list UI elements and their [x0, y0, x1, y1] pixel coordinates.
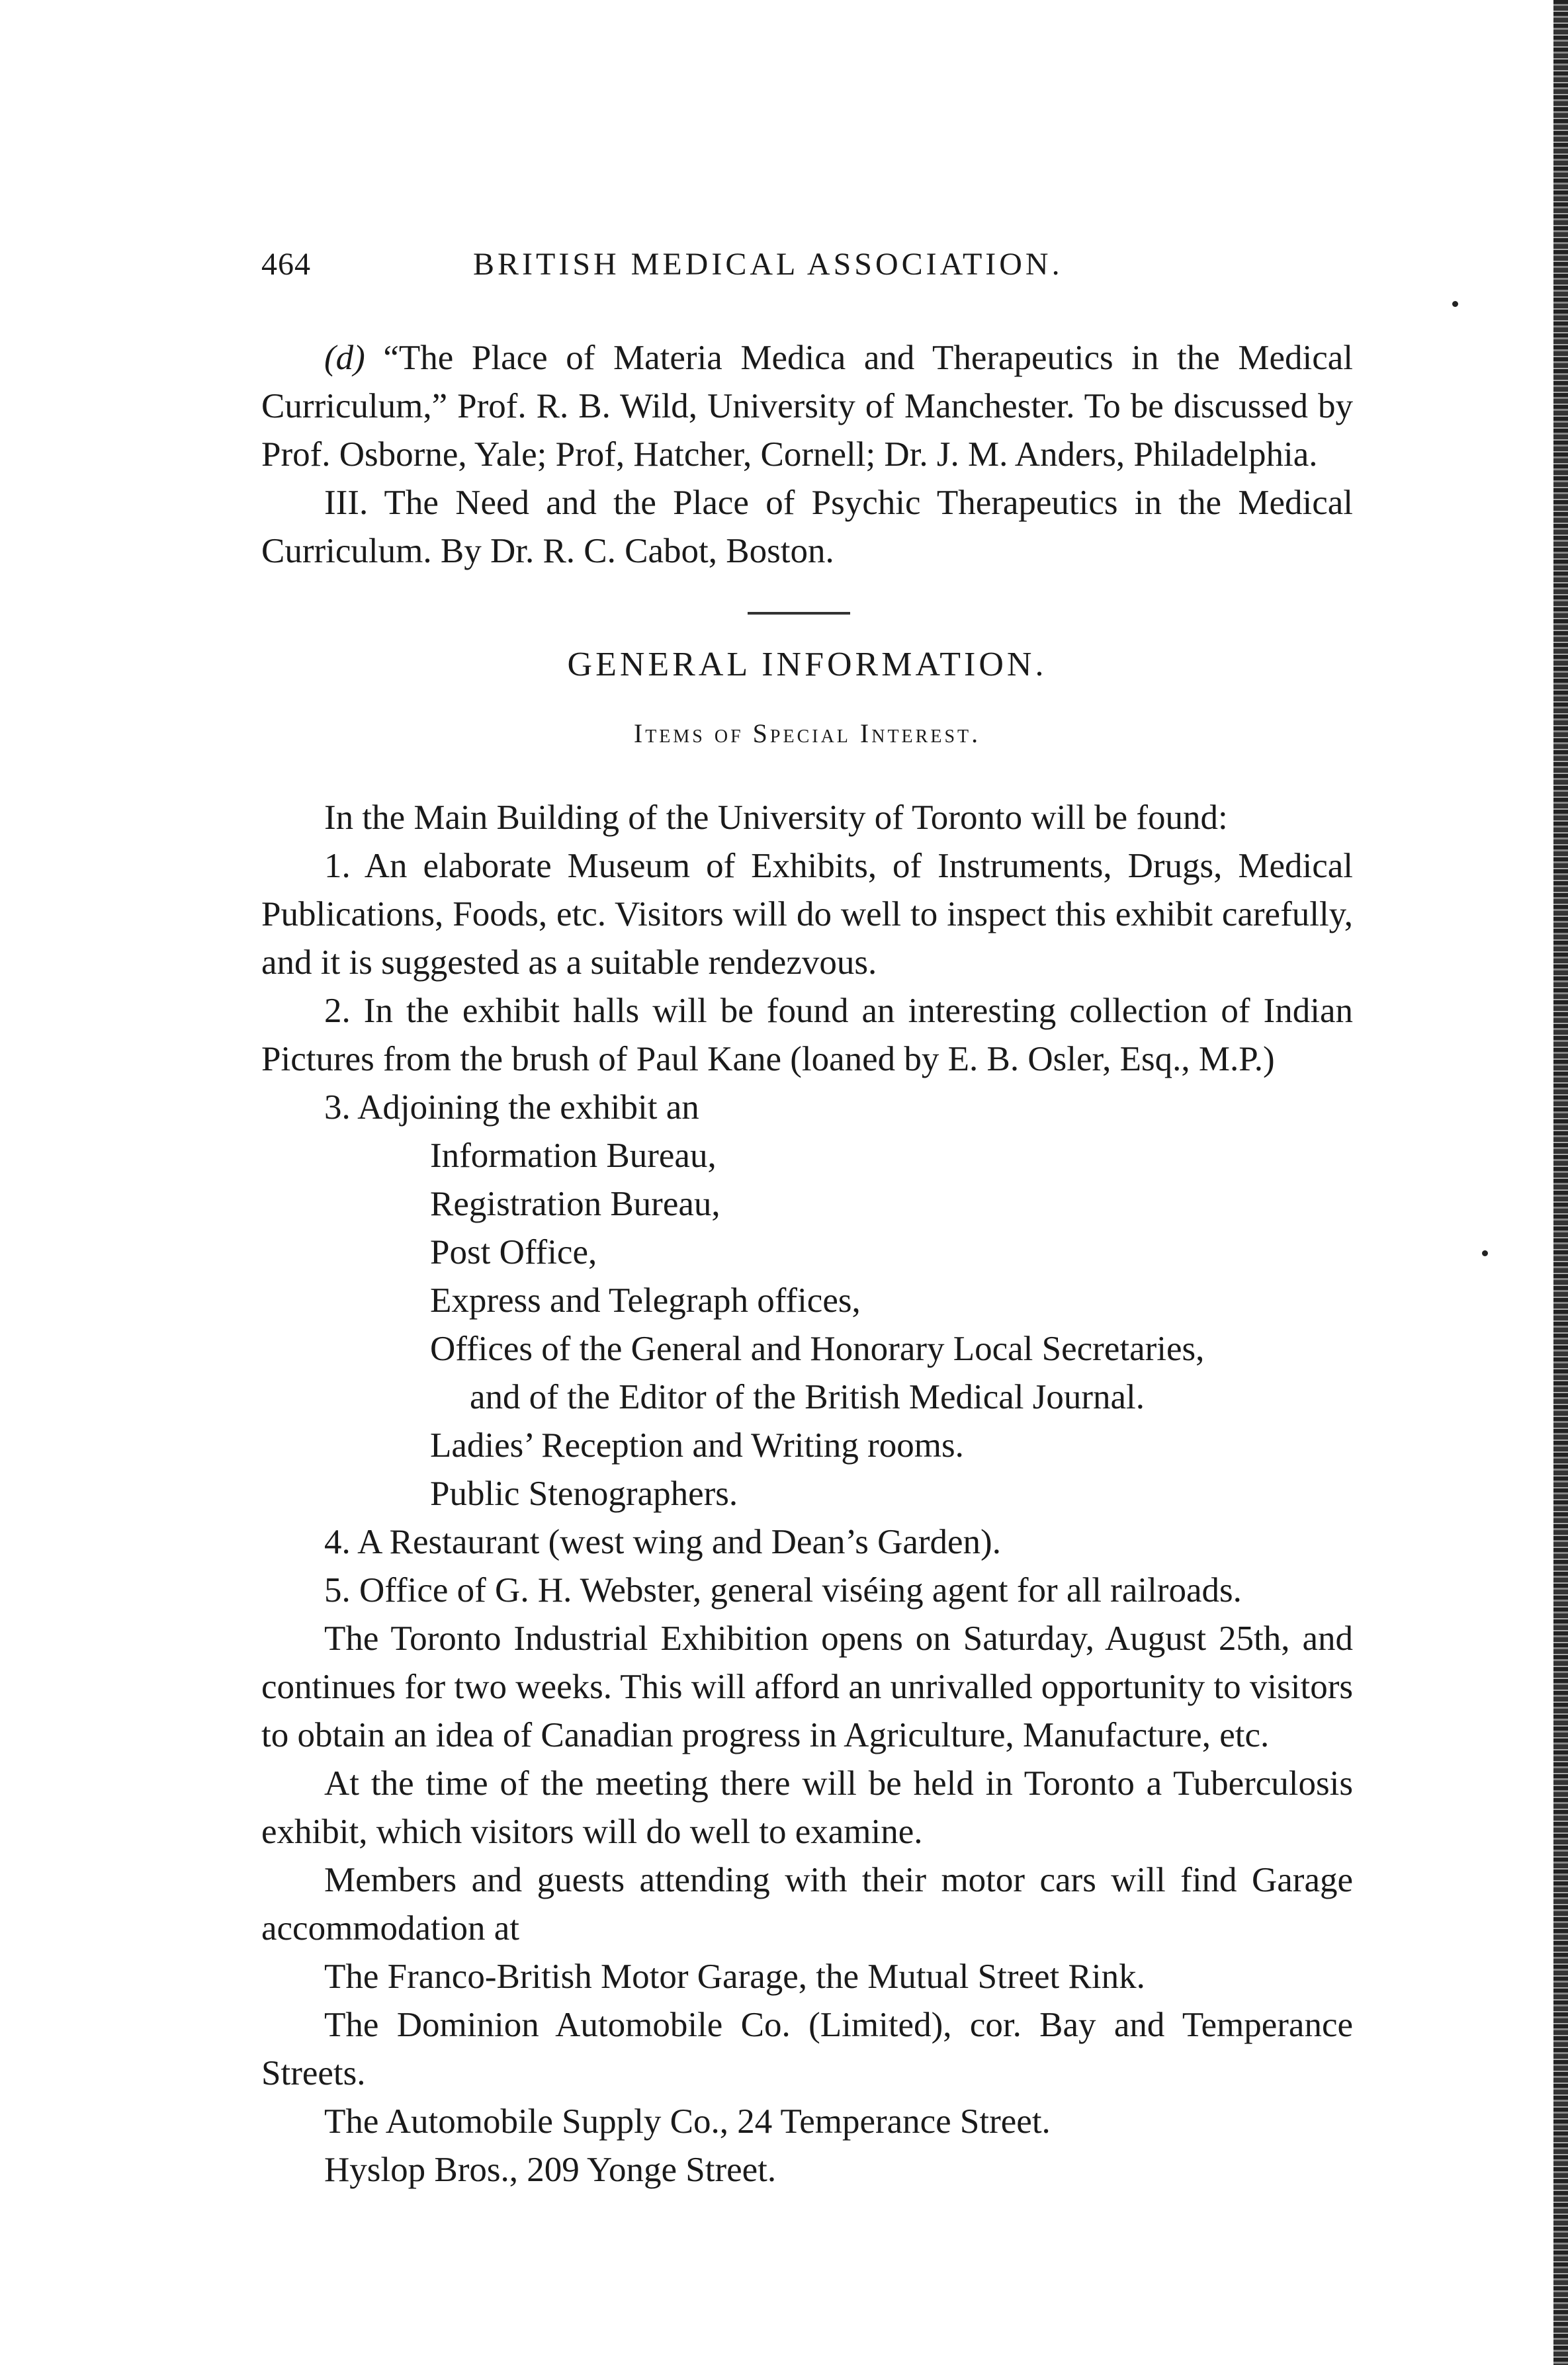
section-divider	[748, 612, 850, 615]
running-title: BRITISH MEDICAL ASSOCIATION.	[473, 247, 1063, 282]
paragraph-tuberculosis: At the time of the meeting there will be held in Toronto a Tuberculosis exhibit, which visitors will do well to examine.	[261, 1764, 1353, 1851]
facility-item: Offices of the General and Honorary Local Secretaries,	[430, 1330, 1205, 1368]
facility-item: Public Stenographers.	[430, 1475, 738, 1513]
section-heading: GENERAL INFORMATION.	[567, 646, 1047, 683]
item-iii: III. The Need and the Place of Psychic Therapeutics in the Medical Curriculum. By Dr. R. C. Cabot, Boston.	[261, 484, 1353, 570]
main-text	[261, 794, 1353, 2194]
garage-item: The Automobile Supply Co., 24 Temperance Street.	[324, 2102, 1051, 2141]
facility-item: Express and Telegraph offices,	[430, 1281, 861, 1320]
garage-item: The Franco-British Motor Garage, the Mutual Street Rink.	[324, 1957, 1145, 1996]
ink-speck	[1452, 301, 1458, 307]
facility-item: Registration Bureau,	[430, 1185, 720, 1223]
paragraph-exhibition: The Toronto Industrial Exhibition opens on Saturday, August 25th, and continues for two weeks. This will afford an unrivalled opportunity to visitors to obtain an idea of Canadian progress in Agriculture, Manufacture, etc.	[261, 1619, 1353, 1754]
item-d-text: “The Place of Materia Medica and Therapeutics in the Medical Curriculum,” Prof. R. B. Wild, University of Manchester. To be discussed by Prof. Osborne, Yale; Prof, Hatcher, Cornell; Dr. J. M. Anders, Philadelphia.	[261, 339, 1353, 474]
facility-item: Ladies’ Reception and Writing rooms.	[430, 1426, 964, 1465]
paragraph-garage: Members and guests attending with their motor cars will find Garage accommodation at	[261, 1861, 1353, 1948]
paragraph-intro: In the Main Building of the University of Toronto will be found:	[324, 798, 1228, 837]
list-item-2: 2. In the exhibit halls will be found an interesting collection of Indian Pictures from the brush of Paul Kane (loaned by E. B. Osler, Esq., M.P.)	[261, 992, 1353, 1078]
page-number: 464	[261, 247, 311, 282]
garage-item: Hyslop Bros., 209 Yonge Street.	[324, 2151, 777, 2189]
garage-item: The Dominion Automobile Co. (Limited), cor. Bay and Temperance Streets.	[261, 2006, 1353, 2092]
facility-item: Post Office,	[430, 1233, 597, 1271]
page-edge-shadow	[1553, 0, 1568, 2365]
facility-item: Information Bureau,	[430, 1137, 717, 1175]
item-d-label: (d)	[324, 339, 365, 377]
intro-block	[261, 334, 1353, 576]
ink-speck	[1482, 1250, 1488, 1256]
section-subheading: Items of Special Interest.	[633, 718, 981, 748]
list-item-5: 5. Office of G. H. Webster, general viséing agent for all railroads.	[324, 1571, 1242, 1610]
item-d	[261, 334, 1353, 479]
facility-item-continuation: and of the Editor of the British Medical Journal.	[470, 1378, 1145, 1416]
list-item-1: 1. An elaborate Museum of Exhibits, of Instruments, Drugs, Medical Publications, Foods, etc. Visitors will do well to inspect this exhibit carefully, and it is suggested as a suitable rendezvous.	[261, 847, 1353, 982]
running-header	[261, 246, 1373, 292]
list-item-3: 3. Adjoining the exhibit an	[324, 1088, 699, 1127]
list-item-4: 4. A Restaurant (west wing and Dean’s Garden).	[324, 1523, 1001, 1561]
